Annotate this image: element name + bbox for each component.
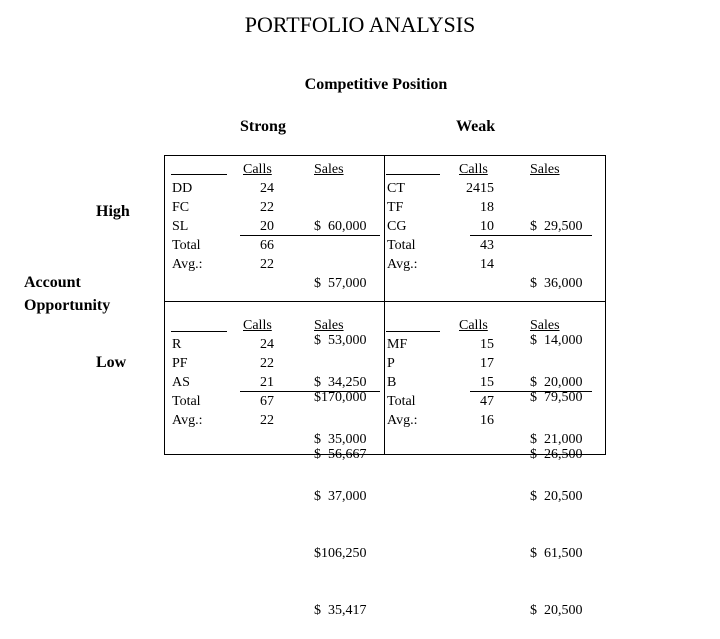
sales-cell: $ 36,000 [530,276,583,291]
names-header-rule [171,174,227,175]
name-cell: FC [172,200,190,215]
sales-cell: $ 35,417 [314,603,367,618]
calls-cell: 24 [260,181,274,196]
sales-cell: $ 14,000 [530,333,583,348]
name-cell: Avg.: [172,257,203,272]
calls-cell: 18 [480,200,494,215]
low-strong-names [172,335,202,430]
sales-header: Sales [530,162,560,177]
calls-cell: 47 [480,394,494,409]
x-axis-header: Competitive Position [304,76,448,93]
names-header-rule [171,331,227,332]
name-cell: Total [387,238,416,253]
sales-cell: $ 61,500 [530,546,583,561]
low-strong-calls [240,335,274,430]
vertical-divider [384,155,385,455]
sales-cell: $170,000 [314,390,367,405]
calls-header: Calls [459,318,488,333]
calls-cell: 22 [260,200,274,215]
sales-cell: $ 26,500 [530,447,583,462]
low-row-label: Low [96,354,127,371]
name-cell: TF [387,200,404,215]
calls-cell: 66 [260,238,274,253]
sales-cell: $ 20,000 [530,375,583,390]
name-cell: CT [387,181,405,196]
sales-header: Sales [530,318,560,333]
names-header-rule [386,331,440,332]
strong-column-label: Strong [240,118,286,135]
sales-header: Sales [314,162,344,177]
page-title: PORTFOLIO ANALYSIS [244,12,476,37]
sales-cell: $ 60,000 [314,219,367,234]
low-strong-sales [314,335,367,639]
sales-cell: $ 57,000 [314,276,367,291]
high-strong-calls [240,179,274,274]
high-weak-names [387,179,417,274]
name-cell: Avg.: [172,413,203,428]
low-weak-sales [530,335,583,639]
calls-cell: 21 [260,375,274,390]
name-cell: R [172,337,182,352]
sales-header: Sales [314,318,344,333]
sales-cell: $ 79,500 [530,390,583,405]
calls-cell: 2415 [466,181,494,196]
name-cell: Avg.: [387,413,418,428]
low-weak-names [387,335,417,430]
high-row-label: High [96,203,130,220]
calls-cell: 17 [480,356,494,371]
calls-cell: 22 [260,413,274,428]
sales-cell: $ 56,667 [314,447,367,462]
name-cell: Total [172,238,201,253]
sales-cell: $ 20,500 [530,603,583,618]
name-cell: Total [172,394,201,409]
name-cell: CG [387,219,407,234]
name-cell: PF [172,356,188,371]
calls-cell: 15 [480,337,494,352]
calls-cell: 14 [480,257,494,272]
sales-cell: $106,250 [314,546,367,561]
weak-column-label: Weak [456,118,496,135]
name-cell: SL [172,219,189,234]
name-cell: MF [387,337,408,352]
sales-cell: $ 37,000 [314,489,367,504]
calls-cell: 43 [480,238,494,253]
name-cell: AS [172,375,190,390]
calls-cell: 22 [260,356,274,371]
name-cell: Avg.: [387,257,418,272]
name-cell: P [387,356,395,371]
name-cell: Total [387,394,416,409]
y-axis-header-line2: Opportunity [24,297,111,314]
sales-cell: $ 20,500 [530,489,583,504]
calls-header: Calls [459,162,488,177]
calls-cell: 16 [480,413,494,428]
calls-cell: 22 [260,257,274,272]
y-axis-header-line1: Account [24,274,81,291]
sales-cell: $ 21,000 [530,432,583,447]
name-cell: DD [172,181,193,196]
calls-cell: 15 [480,375,494,390]
high-strong-names [172,179,202,274]
sales-cell: $ 53,000 [314,333,367,348]
calls-header: Calls [243,162,272,177]
name-cell: B [387,375,397,390]
calls-header: Calls [243,318,272,333]
names-header-rule [386,174,440,175]
sales-cell: $ 29,500 [530,219,583,234]
calls-cell: 24 [260,337,274,352]
calls-cell: 20 [260,219,274,234]
calls-cell: 67 [260,394,274,409]
low-weak-calls [456,335,494,430]
calls-cell: 10 [480,219,494,234]
sales-cell: $ 34,250 [314,375,367,390]
high-weak-calls [456,179,494,274]
sales-cell: $ 35,000 [314,432,367,447]
